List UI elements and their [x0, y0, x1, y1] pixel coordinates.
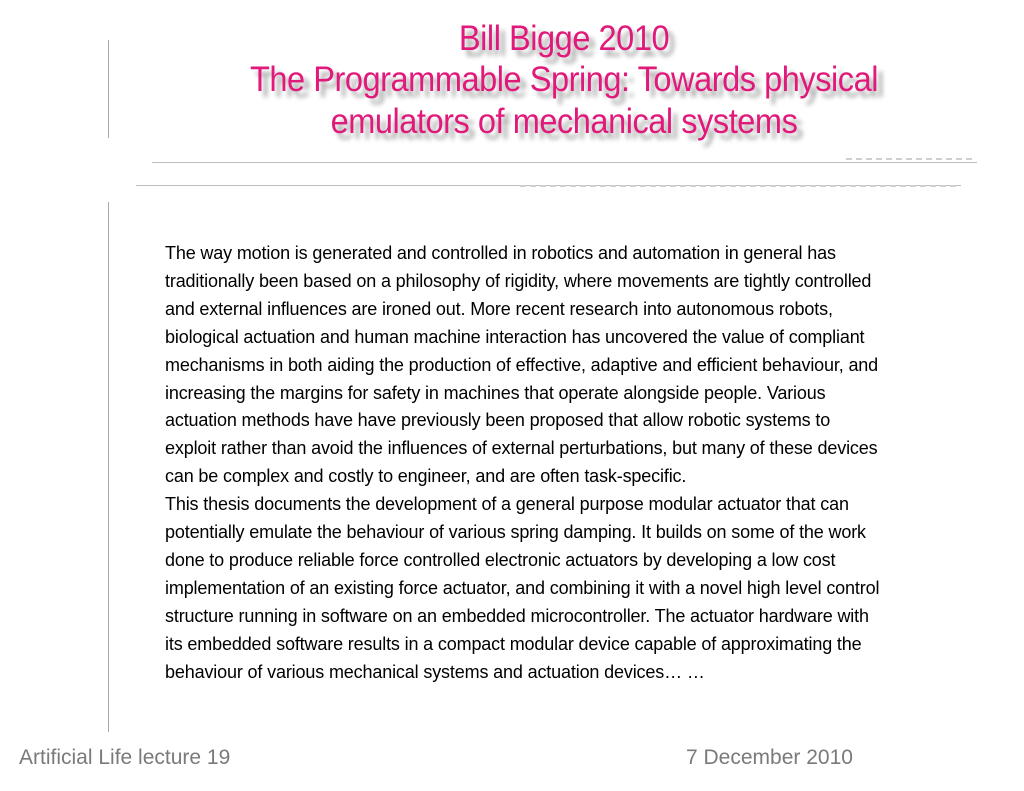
- vertical-rule-bottom: [108, 202, 109, 732]
- abstract-paragraph-2: This thesis documents the development of a general purpose modular actuator that can potentially emulate the behaviour of various spring damping. It builds on some of the work done to produce reliable force controlled electronic actuators by developing a low cost implementation of an existing force actuator, and combining it with a novel high level control structure running in software on an embedded microcontroller. The actuator hardware with its embedded software results in a compact modular device capable of approximating the behaviour of various mechanical systems and actuation devices… …: [165, 494, 880, 682]
- horizontal-rule-upper: [152, 162, 977, 163]
- vertical-rule-top: [108, 40, 109, 138]
- slide-title: [179, 18, 949, 142]
- abstract-paragraph-1: The way motion is generated and controlled in robotics and automation in general has traditionally been based on a philosophy of rigidity, where movements are tightly controlled and external influences are ironed out. More recent research into autonomous robots, biological actuation and human machine interaction has uncovered the value of compliant mechanisms in both aiding the production of effective, adaptive and efficient behaviour, and increasing the margins for safety in machines that operate alongside people. Various actuation methods have have previously been proposed that allow robotic systems to exploit rather than avoid the influences of external perturbations, but many of these devices can be complex and costly to engineer, and are often task-specific.: [165, 243, 879, 487]
- title-line-thesis-2: emulators of mechanical systems: [330, 101, 798, 141]
- dashed-rule-upper: [846, 158, 976, 160]
- footer-date: 7 December 2010: [686, 746, 853, 769]
- footer-lecture-title: Artificial Life lecture 19: [19, 746, 231, 769]
- dashed-rule-lower: [520, 185, 960, 187]
- title-line-thesis-1: The Programmable Spring: Towards physical: [249, 60, 879, 100]
- abstract-text: [165, 240, 950, 687]
- title-line-author-year: Bill Bigge 2010: [458, 19, 670, 58]
